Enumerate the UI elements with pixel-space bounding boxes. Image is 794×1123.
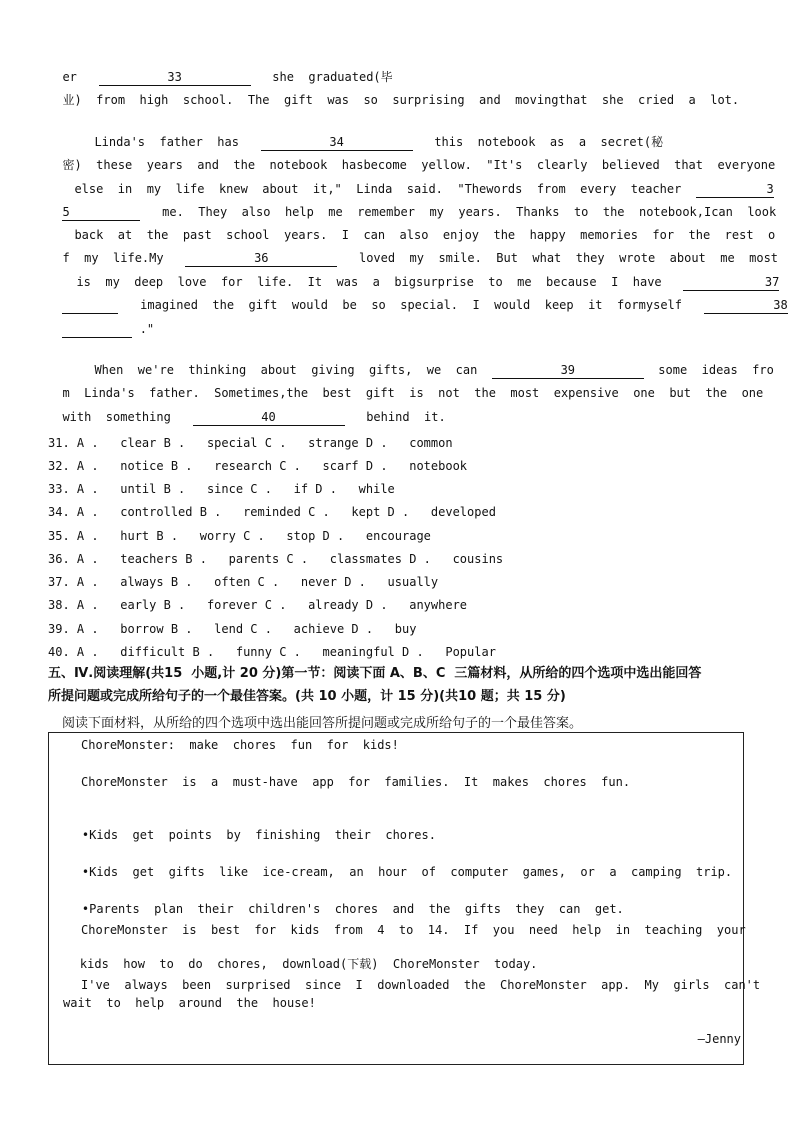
- blank-35-digit: 3: [766, 182, 774, 196]
- box-text: ) ChoreMonster today.: [371, 957, 538, 971]
- blank-34: 34: [261, 134, 413, 151]
- passage-text: 业: [62, 93, 75, 107]
- option-row: 31. A . clear B . special C . strange D . common: [48, 436, 453, 450]
- passage-text: this notebook as a secret(: [434, 135, 652, 149]
- blank-36: 36: [185, 250, 337, 267]
- bullet-icon: •: [81, 865, 90, 879]
- passage-line: [48, 76, 739, 108]
- section-heading: 五、Ⅳ.阅读理解(共15 小题,计 20 分)第一节：阅读下面 A、B、C 三篇材料，从所给的四个选项中选出能回答: [48, 666, 702, 681]
- passage-text: f my life.My: [62, 251, 164, 265]
- option-row: 36. A . teachers B . parents C . classmates D . cousins: [48, 552, 504, 566]
- box-intro: ChoreMonster is a must-have app for families. It makes chores fun.: [81, 775, 631, 789]
- passage-text: 密: [62, 158, 75, 172]
- passage-text: Linda's father has: [94, 135, 239, 149]
- passage-text: ) these years and the notebook hasbecome yellow. "It's clearly believed that everyone: [74, 158, 776, 172]
- box-text: kids how to do chores, download(: [79, 957, 348, 971]
- passage-line: [48, 393, 446, 426]
- option-row: 32. A . notice B . research C . scarf D . notebook: [48, 459, 468, 473]
- reading-material-box: [48, 732, 761, 1065]
- passage-text: When we're thinking about giving gifts, we can: [94, 363, 478, 377]
- bullet-icon: •: [81, 828, 90, 842]
- option-row: 37. A . always B . often C . never D . usually: [48, 575, 439, 589]
- blank-40: 40: [193, 409, 345, 426]
- signature: —Jenny: [697, 1032, 741, 1046]
- passage-text: m Linda's father. Sometimes,the best gift is not the most expensive one but the one: [62, 386, 764, 400]
- option-row: 34. A . controlled B . reminded C . kept D . developed: [48, 505, 496, 519]
- option-row: 39. A . borrow B . lend C . achieve D . buy: [48, 622, 417, 636]
- passage-text: behind it.: [366, 410, 446, 424]
- option-row: 35. A . hurt B . worry C . stop D . encourage: [48, 529, 431, 543]
- blank-38: 38: [704, 297, 788, 314]
- passage-text: she graduated(: [272, 70, 381, 84]
- passage-text: .": [139, 322, 155, 336]
- bullet-text: Kids get gifts like ice-cream, an hour of computer games, or a camping trip.: [89, 865, 733, 879]
- option-row: 40. A . difficult B . funny C . meaningful D . Popular: [48, 645, 496, 659]
- blank-37: 37: [683, 274, 779, 291]
- passage-text: back at the past school years. I can also enjoy the happy memories for the rest o: [74, 228, 776, 242]
- box-title: ChoreMonster: make chores fun for kids!: [81, 738, 399, 752]
- blank-33: 33: [99, 69, 251, 86]
- section-heading: 所提问题或完成所给句子的一个最佳答案。(共 10 小题，计 15 分)(共10 题；共 15 分): [48, 689, 566, 704]
- passage-line: [48, 281, 788, 314]
- section-instruction: 阅读下面材料，从所给的四个选项中选出能回答所提问题或完成所给句子的一个最佳答案。: [62, 716, 583, 731]
- bullet-text: Kids get points by finishing their chores.: [89, 828, 436, 842]
- option-row: 38. A . early B . forever C . already D . anywhere: [48, 598, 468, 612]
- passage-line: [48, 305, 154, 338]
- testimonial: I've always been surprised since I downloaded the ChoreMonster app. My girls can't: [81, 978, 761, 992]
- bullet-text: Parents plan their children's chores and the gifts they can get.: [89, 902, 624, 916]
- passage-text: ) from high school. The gift was so surprising and movingthat she cried a lot.: [74, 93, 740, 107]
- blank-38-continued: [62, 321, 132, 338]
- blank-39: 39: [492, 362, 644, 379]
- passage-text: loved my smile. But what they wrote about me most: [358, 251, 779, 265]
- passage-text: some ideas fro: [658, 363, 774, 377]
- blank-35-digit: 5: [62, 205, 70, 219]
- passage-text: er: [62, 70, 77, 84]
- option-row: 33. A . until B . since C . if D . while: [48, 482, 395, 496]
- passage-text: 秘: [651, 135, 664, 149]
- passage-text: with something: [62, 410, 171, 424]
- testimonial: wait to help around the house!: [63, 996, 316, 1010]
- passage-text: is my deep love for life. It was a bigsurprise to me because I have: [76, 275, 662, 289]
- bullet-icon: •: [81, 902, 90, 916]
- passage-text: imagined the gift would be so special. I would keep it formyself: [140, 298, 682, 312]
- box-paragraph: ChoreMonster is best for kids from 4 to 14. If you need help in teaching your: [81, 923, 746, 937]
- box-text: 下载: [347, 957, 372, 971]
- passage-text: else in my life knew about it," Linda said. "Thewords from every teacher: [74, 182, 682, 196]
- passage-text: me. They also help me remember my years. Thanks to the notebook,Ican look: [162, 205, 777, 219]
- passage-text: 毕: [380, 70, 393, 84]
